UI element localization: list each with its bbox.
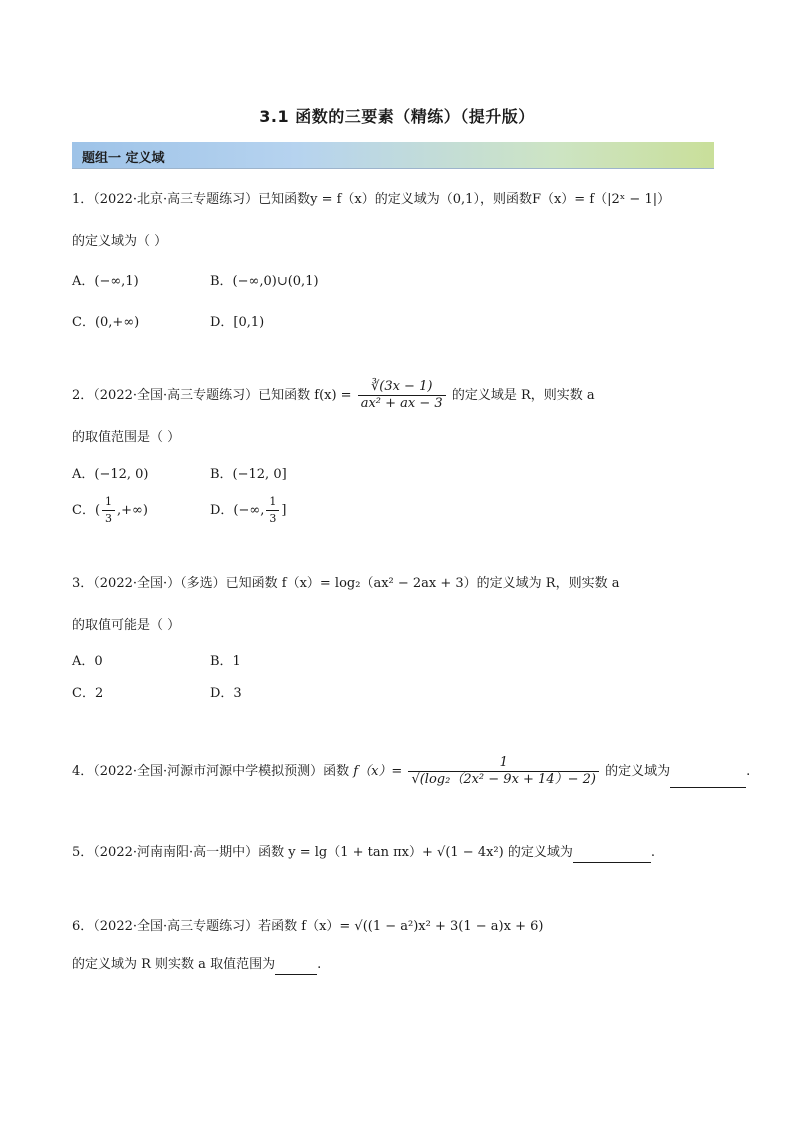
q1-stem: 1．（2022·北京·高三专题练习）已知函数y = f（x）的定义域为（0,1），则函数F（x）= f（|2ˣ − 1|）	[72, 192, 671, 207]
q2-frac-numerator: ∛(3x − 1)	[358, 379, 446, 396]
q2-option-a: A．(−12, 0)	[72, 467, 149, 482]
section-title: 题组一 定义域	[82, 151, 165, 166]
q5-stem	[72, 843, 655, 863]
q3-stem: 3．（2022·全国·）（多选）已知函数 f（x）= log₂（ax² − 2ax + 3）的定义域为 R，则实数 a	[72, 576, 620, 591]
q2-opt-c-fraction	[102, 494, 115, 527]
q4-period: .	[746, 764, 751, 779]
q2-option-c	[72, 494, 148, 527]
q5-text: 5．（2022·河南南阳·高一期中）函数 y = lg（1 + tan πx）+ √(1 − 4x²) 的定义域为	[72, 845, 573, 860]
q4-suffix: 的定义域为	[605, 764, 671, 779]
q2-opt-c-prefix: C．(	[72, 503, 101, 518]
q5-period: .	[650, 845, 655, 860]
q2-fraction	[358, 379, 446, 412]
q2-prefix: 2．（2022·全国·高三专题练习）已知函数 f(x) =	[72, 388, 352, 403]
q6-text: 的定义域为 R 则实数 a 取值范围为	[72, 957, 276, 972]
section-header-bar	[72, 142, 714, 169]
q4-fraction	[408, 755, 599, 788]
q6-answer-blank[interactable]	[275, 960, 317, 975]
q2-stem-cont: 的取值范围是（ ）	[72, 430, 181, 445]
q2-suffix: 的定义域是 R，则实数 a	[451, 388, 595, 403]
q2-option-d	[210, 494, 286, 527]
q4-frac-denominator: √(log₂（2x² − 9x + 14）− 2)	[411, 772, 596, 787]
q2-option-b: B．(−12, 0]	[210, 467, 287, 482]
q2-opt-d-den: 3	[269, 512, 277, 525]
q1-option-b: B．(−∞,0)∪(0,1)	[210, 274, 319, 289]
q2-opt-d-suffix: ]	[281, 503, 287, 518]
q4-answer-blank[interactable]	[670, 773, 746, 788]
q2-opt-c-den: 3	[105, 512, 113, 525]
q3-option-a: A．0	[72, 654, 103, 669]
q2-opt-d-num: 1	[266, 494, 279, 511]
q3-option-c: C．2	[72, 686, 104, 701]
q2-stem	[72, 379, 595, 412]
q3-option-d: D．3	[210, 686, 242, 701]
q3-stem-cont: 的取值可能是（ ）	[72, 618, 181, 633]
q2-opt-d-fraction	[266, 494, 279, 527]
q2-opt-d-prefix: D．(−∞,	[210, 503, 265, 518]
q2-frac-denominator: ax² + ax − 3	[360, 396, 443, 411]
q4-prefix: 4．（2022·全国·河源市河源中学模拟预测）函数	[72, 764, 350, 779]
q6-stem-cont	[72, 955, 321, 975]
q1-stem-cont: 的定义域为（ ）	[72, 234, 168, 249]
q2-opt-c-suffix: ,+∞)	[117, 503, 148, 518]
page-title: 3.1 函数的三要素（精练）（提升版）	[259, 107, 535, 126]
q4-frac-numerator: 1	[408, 755, 599, 772]
q1-option-d: D．[0,1)	[210, 315, 265, 330]
q2-opt-c-num: 1	[102, 494, 115, 511]
q6-stem: 6．（2022·全国·高三专题练习）若函数 f（x）= √((1 − a²)x² + 3(1 − a)x + 6)	[72, 919, 544, 934]
q4-stem	[72, 755, 750, 788]
q6-period: .	[317, 957, 322, 972]
q3-option-b: B．1	[210, 654, 241, 669]
q5-answer-blank[interactable]	[573, 848, 651, 863]
q1-option-c: C．(0,+∞)	[72, 315, 140, 330]
q4-fx: f（x）=	[353, 764, 403, 779]
q1-option-a: A．(−∞,1)	[72, 274, 139, 289]
